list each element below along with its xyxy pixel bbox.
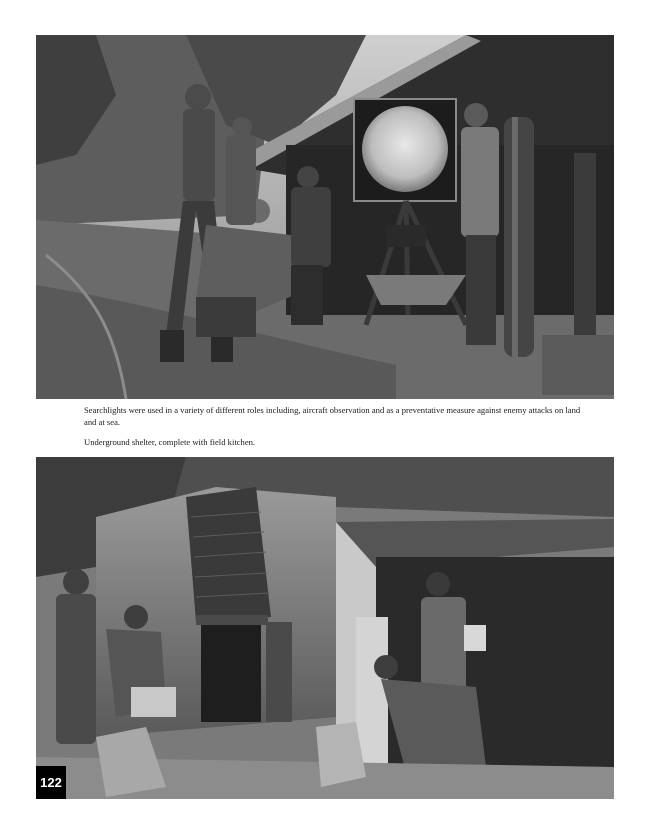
- searchlight-lens: [362, 106, 448, 192]
- caption-searchlights: Searchlights were used in a variety of different roles including, aircraft observation and as a preventative measure against enemy attacks on land and at sea.: [84, 405, 581, 427]
- soldier-4: [464, 103, 488, 127]
- crate: [542, 335, 614, 395]
- soldier-c: [426, 572, 450, 596]
- searchlight-photo: [36, 35, 614, 399]
- soldier-a: [63, 569, 89, 595]
- soldier-e: [266, 622, 292, 722]
- page-number: 122: [36, 766, 66, 799]
- soldier-5: [226, 135, 256, 225]
- soldier-d: [374, 655, 398, 679]
- caption-shelter: Underground shelter, complete with field kitchen.: [84, 437, 256, 447]
- tall-shell: [504, 117, 534, 357]
- soldier-b: [124, 605, 148, 629]
- shelter-entrance: [201, 622, 261, 722]
- shelter-photo: [36, 457, 614, 799]
- soldier-3: [297, 166, 319, 188]
- soldier-1: [185, 84, 211, 110]
